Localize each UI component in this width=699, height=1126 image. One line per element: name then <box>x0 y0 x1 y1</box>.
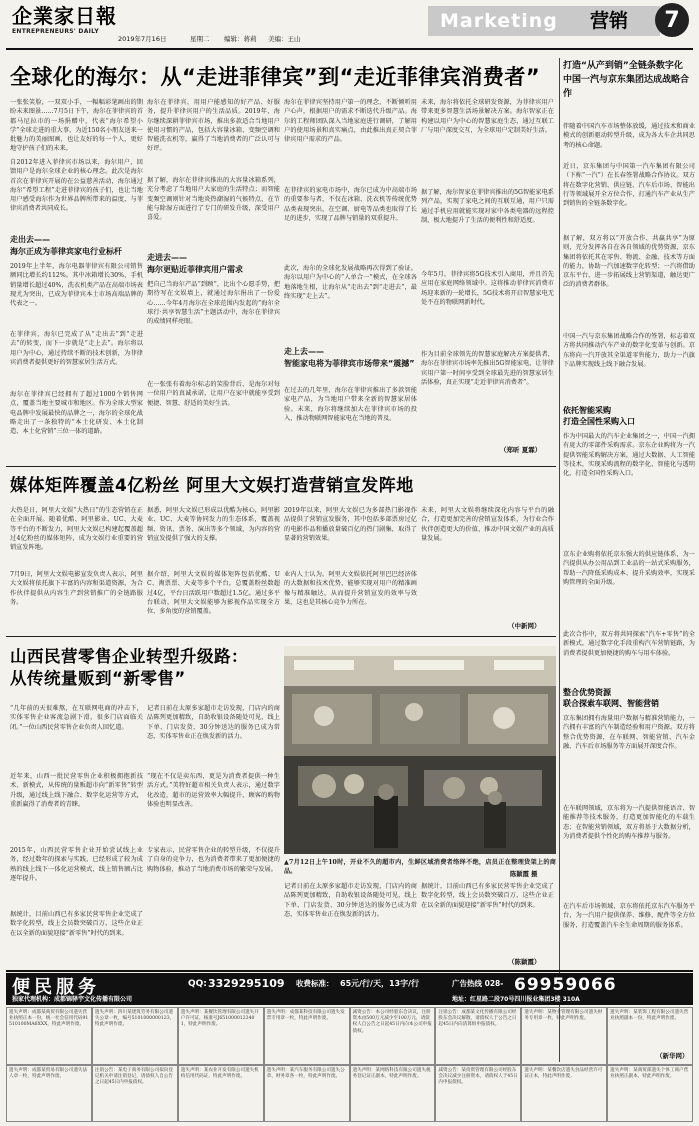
newspaper-logo-en: ENTREPRENEURS' DAILY <box>12 28 99 35</box>
lead-col2-para4: 在一张张有着海尔标志的笑脸背后，是海尔对每一位用户的真诚承诺，让用户在家中就能享受到便捷、智慧、舒适的美好生活。 <box>147 381 280 407</box>
retail-para1: “几年前的天很难熬，在互联网电商的冲击下，实体零售企业客流急剧下滑，很多门店面临关闭。”一位山西民营零售企业负责人回忆道。 <box>10 705 143 731</box>
classifieds-hotline: 69959066 <box>514 975 617 995</box>
retail-photo-column: 记者日前在太原多家超市走访发现，门店内的商品陈列更加精致，自助收银设备随处可见，线上下单、门店发货、30分钟送达的服务已成为常态，实体零售业正在焕发新的活力。 <box>284 883 417 918</box>
mid-para6: 业内人士认为，阿里大文娱依托阿里巴巴经济体的大数据和技术优势，能够实现对用户的精准画像与精准触达，从而提升营销宣发的效率与效果，这也是其核心竞争力所在。 <box>284 571 417 606</box>
retail-para6: 据统计，目前山西已有多家民营零售企业完成了数字化转型，线上会员数突破百万，这些企业正在以全新的面貌迎接“新零售”时代的到来。 <box>10 911 143 937</box>
retail-top-rule <box>6 636 556 637</box>
classified-ad: 遗失声明：某农业开发有限公司遗失机构信用代码证，特此声明作废。 <box>178 1065 264 1123</box>
classified-ad: 遗失声明：某餐饮管理有限公司遗失开户许可证，核准号J6510000123401，特此声明作废。 <box>178 1007 264 1065</box>
classified-ad: 遗失声明：某物业管理有限公司遗失财务专用章一枚，特此声明作废。 <box>521 1007 607 1065</box>
classifieds-top-rule <box>6 970 693 972</box>
classifieds-hotline-label: 广告热线 028- <box>452 979 504 988</box>
lead-col1-para4: 在菲律宾，海尔已完成了从“走出去”到“走进去”的转变，而下一步就是“走上去”。海尔将以用户为中心，通过持续不断的技术创新，为菲律宾消费者提供更好的智慧家居生活方式。 <box>10 331 143 366</box>
mid-para3: 据悉，阿里大文娱已形成以优酷为核心，阿里影业、UC、大麦等协同发力的生态体系，覆盖视频、资讯、票务、演出等多个领域，为内容的营销宣发提供了强大的支撑。 <box>147 507 280 542</box>
classifieds-agent: 独家代理机构：成都锦驿宇文化传播有限公司 <box>12 996 133 1003</box>
lead-subhead-2: 走进去—— 海尔更贴近菲律宾用户需求 <box>147 253 243 274</box>
lead-col4-para4: 作为目前全球领先的智慧家庭解决方案提供者，海尔在菲律宾市场率先推出5G智能家电，让菲律宾用户第一时间享受到全球最先进的智慧家居生活体验，真正实现“走近菲律宾消费者”。 <box>421 351 554 386</box>
sidebar-byline: （新华网） <box>656 1052 689 1060</box>
classifieds-address: 地址：红星路二段70号四川报业集团3楼 310A <box>452 996 580 1003</box>
sidebar-divider <box>559 58 560 1062</box>
classified-ad: 减资公告：某投资管理有限公司经股东会决议减少注册资本，请债权人于45日内申报债权。 <box>435 1065 521 1123</box>
section-title-cn: 营销 <box>590 10 629 32</box>
classified-ad: 注销公告：某电子商务有限公司拟向登记机关申请注销登记，请债权人自公告之日起45日内申报债权。 <box>92 1065 178 1123</box>
mid-para5: 2019年以来，阿里大文娱已为多部热门影视作品提供了营销宣发服务，其中包括多部票房过亿的电影作品和播放量破百亿的热门剧集，取得了显著的营销效果。 <box>284 507 417 542</box>
lead-col4-para2: 据了解，海尔智家在菲律宾推出的5G智能家电系列产品，实现了家电之间的互联互通，用户只需通过手机应用就能实现对家中各类电器的远程控制，极大地提升了生活的便利性和舒适度。 <box>421 189 554 224</box>
lead-col2-para2: 据了解，海尔在菲律宾推出的大容量冰箱系列，充分考虑了当地用户大家庭的生活特点；而智能变频空调则针对当地炎热潮湿的气候特点，在节能与除湿方面进行了专门的研发升级，深受用户喜爱。 <box>147 177 280 222</box>
lead-col2-para3: 把自己当海尔产品“到顾”，比出个心愿手势，把期待写在文娱墙上，就通过海尔捐出了一份爱心……今年4月海尔在全球范围内发起的“海尔全球行·共享智慧生活”主题活动中，海尔在菲律宾的成绩同样亮眼。 <box>147 281 280 326</box>
lead-col4-para3: 今年5月，菲律宾将5G技术引入商用，并且首先应用在家庭网络领域中。这将推动菲律宾消费市场迎来新的一轮增长，5G技术将开启智慧家电无处不在的物联网新时代。 <box>421 271 554 306</box>
lead-col4-para1: 未来，海尔将依托全球研发资源，为菲律宾用户带来更多智慧生活场景解决方案。海尔智家正在构建以用户为中心的智慧家庭生态，通过互联工厂与用户深度交互，为全球用户定制美好生活。 <box>421 99 554 134</box>
masthead <box>0 0 699 50</box>
page-number: 7 <box>664 8 680 33</box>
sidebar-para3: 据了解，双方将以“开放合作、共赢共享”为原则，充分发挥各自在各自领域的优势资源，京东集团将依托其在零售、物流、金融、技术等方面的能力，协助一汽加速数字化转型；一汽将借助京东平台，进一步拓展线上营销渠道，触达更广泛的消费者群体。 <box>563 235 695 289</box>
newspaper-logo: 企業家日報 <box>12 4 117 28</box>
sidebar-para6: 京东企业购将依托京东强大的供应链体系，为一汽提供从办公用品到工业品的一站式采购服务，帮助一汽降低采购成本、提升采购效率，实现采购管理的全面升级。 <box>563 551 695 586</box>
sidebar-subhead-2: 整合优势资源 联合探索车联网、智能营销 <box>563 688 659 708</box>
masthead-rule <box>6 48 693 50</box>
retail-para7: 专家表示，民营零售企业的转型升级，不仅提升了自身的竞争力，也为消费者带来了更加便捷的购物体验，推动了当地消费市场的繁荣与发展。 <box>147 847 280 873</box>
sidebar-subhead-1: 依托智能采购 打造全国性采购入口 <box>563 406 635 426</box>
mid-headline: 媒体矩阵覆盖4亿粉丝 阿里大文娱打造营销宣发阵地 <box>10 476 414 496</box>
lead-col1-para3: 2019年上半年，海尔电器菲律宾有限公司销售额同比增长约112%。其中冰箱增长30%，手机销量增长超过40%，洗衣机类产品在高端市场表现尤为突出，已成为菲律宾本土市场高端品牌的代表之一。 <box>10 263 143 308</box>
sidebar-para9: 在车联网领域，京东将为一汽提供智能语音、智能推荐等技术服务，打造更加智能化的车载生态；在智能营销领域，双方将基于大数据分析，为消费者提供个性化的购车推荐与服务。 <box>563 805 695 840</box>
retail-para5: 2015年，山西民营零售企业开始尝试线上业务，经过数年的探索与实践，已经形成了较为成熟的线上线下一体化运营模式，线上销售额占比逐年提升。 <box>10 847 143 882</box>
classified-ad: 减资公告：本公司经股东会决议，注册资本由500万元减少至100万元，请债权人自公告之日起45日内向本公司申报债权。 <box>350 1007 436 1065</box>
photo-caption: ▲7月12日上午10时，开业不久的超市内，生鲜区域消费者络绎不绝，店员正在整理货架上的商品。 <box>284 859 556 876</box>
lead-headline: 全球化的海尔：从“走进菲律宾”到“走近菲律宾消费者” <box>10 65 541 89</box>
sidebar-headline: 打造“从产到销”全链条数字化 中国一汽与京东集团达成战略合作 <box>563 61 690 99</box>
classified-ad: 遗失声明：某网络科技有限公司遗失税务登记证正副本，特此声明作废。 <box>350 1065 436 1123</box>
sidebar-para5: 作为中国最大的汽车企业集团之一，中国一汽拥有庞大的零部件采购需求。京东企业购将为一汽提供智能采购解决方案，通过大数据、人工智能等技术，实现采购流程的数字化、智能化与透明化，打造全国性采购入口。 <box>563 433 695 478</box>
retail-para2: 近年来，山西一批民营零售企业积极拥抱新技术、新模式，从传统的量贩超市向“新零售”转型升级，通过线上线下融合、数字化运营等方式，重新赢得了消费者的青睐。 <box>10 773 143 808</box>
sidebar-para10: 在汽车后市场领域，京东将依托京东汽车服务平台，为一汽用户提供保养、维修、配件等全方位服务，打造覆盖汽车全生命周期的服务体系。 <box>563 903 695 929</box>
classified-ad: 遗失声明：某商贸部遗失个体工商户营业执照正副本，特此声明作废。 <box>607 1065 693 1123</box>
classifieds-grid <box>6 1007 693 1122</box>
mid-para7: 未来，阿里大文娱将继续深化内容与平台的融合，打造更加完善的营销宣发体系，为行业合作伙伴创造更大的价值，推动中国文娱产业的高质量发展。 <box>421 507 554 542</box>
classified-ad: 遗失声明：某汽车服务有限公司遗失公章、财务章各一枚，特此声明作废。 <box>264 1065 350 1123</box>
classified-ad: 遗失声明：四川某建筑劳务有限公司遗失公章一枚，编号5101000000123，特此声明作废。 <box>92 1007 178 1065</box>
sidebar-para4: 中国一汽与京东集团战略合作的签署，标志着双方将共同推动汽车产业的数字化变革与创新。京东将向一汽开放其全渠道零售能力，助力一汽旗下品牌实现线上线下融合发展。 <box>563 333 695 368</box>
classified-ad: 遗失声明：成都某商贸有限公司遗失营业执照正本一份，统一社会信用代码91510100MA6XXX，特此声明作废。 <box>6 1007 92 1065</box>
lead-col2-para1: 海尔在菲律宾，用用户能感知的好产品、好服务，提升菲律宾用户的生活品质。2019年，海尔继续深耕菲律宾市场，推出多款适合当地用户使用习惯的产品，包括大容量冰箱、变频空调和智能洗衣机等，赢得了当地消费者的广泛认可与好评。 <box>147 99 280 153</box>
classified-ad: 遗失声明：某装饰工程有限公司遗失营业执照副本一份，特此声明作废。 <box>607 1007 693 1065</box>
retail-byline: （陈颖霞） <box>508 958 541 966</box>
lead-col1-para1: 一张张笑脸，一双双小手，一幅幅彩笔画出的期盼未来图景……7月5日下午，海尔在菲律宾的首都马尼拉市的一场捐赠中，代表“海尔希望小学”全球走进的重大事，为近150名小朋友送来一批魅力的美丽图画，也让友好的每一个人，更好地守护孩子们的未来。 <box>10 99 143 153</box>
supermarket-photo-art <box>284 646 556 854</box>
lead-col1-para2: 自2012年进入菲律宾市场以来，海尔用户，回馈用户是海尔全球企业的核心理念。此次是海尔首次在菲律宾开展的在公益慈善活动，海尔通过海尔“希望工程”走进菲律宾的孩子们，也让当地用户感受海尔作为世界品牌所带来的温度，与菲律宾消费者共同成长。 <box>10 159 143 213</box>
mid-byline: （中新网） <box>508 622 541 630</box>
lead-subhead-1: 走出去—— 海尔正成为菲律宾家电行业标杆 <box>10 235 122 256</box>
sidebar-para8: 京东集团拥有海量用户数据与精准营销能力，一汽拥有丰富的汽车制造经验和用户资源。双方将整合优势资源，在车联网、智能营销、汽车金融、汽车后市场服务等方面展开深度合作。 <box>563 715 695 750</box>
classified-ad: 遗失声明：某餐饮店遗失食品经营许可证正本，特此声明作废。 <box>521 1065 607 1123</box>
classifieds-qq-label: QQ: <box>188 979 207 989</box>
section-title-en: Marketing <box>440 10 558 32</box>
lead-col1-para5: 海尔在菲律宾已经拥有了超过1000个销售网点，覆盖当地主要城市和地区。作为全球大型家电品牌中发展最快的品牌之一，海尔的全球化战略走出了一条独特的“本土化研发、本土化制造、本土化营销”三位一体的道路。 <box>10 391 143 436</box>
retail-para4: “现在不仅是卖东西，更是为消费者提供一种生活方式。”美特好超市相关负责人表示，通过数字化改造，超市的运营效率大幅提升，顾客的购物体验也明显改善。 <box>147 773 280 808</box>
classifieds-fee: 65元/行/天，13字/行 <box>340 979 420 988</box>
lead-col3-para4: 在过去的几年里，海尔在菲律宾推出了多款智能家电产品，为当地用户带来全新的智慧家居体验。未来，海尔将继续加大在菲律宾市场的投入，推动物联网智能家电在当地的普及。 <box>284 387 417 422</box>
retail-headline: 山西民营零售企业转型升级路： 从传统量贩到“新零售” <box>10 647 248 689</box>
issue-date: 2019年7月16日 <box>118 35 167 43</box>
lead-col3-para1: 海尔在菲律宾坚持用户第一的理念，不断倾听用户心声，根据用户的需求不断迭代升级产品。海尔的工程师团队深入当地家庭进行调研，了解用户的使用场景和真实痛点，由此推出真正契合菲律宾用户需求的产品。 <box>284 99 417 144</box>
classified-ad: 遗失声明：成都某贸易有限公司遗失法人章一枚，特此声明作废。 <box>6 1065 92 1123</box>
classifieds-fee-label: 收费标准： <box>296 979 334 988</box>
classifieds-qq: 3329295109 <box>208 977 285 990</box>
mid-para4: 据介绍，阿里大文娱的媒体矩阵包括优酷、UC、淘票票、大麦等多个平台，总覆盖粉丝数超过4亿，平台日活跃用户数超过1.5亿。通过多平台联动，阿里大文娱能够为影视作品实现全方位、多角度的营销覆盖。 <box>147 571 280 616</box>
mid-para2: 7月9日，阿里大文娱电影宣发负责人表示，阿里大文娱将依托旗下丰富的内容和渠道资源，为合作伙伴提供从内容生产到营销推广的全链路服务。 <box>10 571 143 606</box>
lead-subhead-3: 走上去—— 智能家电将为菲律宾市场带来“震撼” <box>284 347 415 368</box>
sidebar-para1: 伴随着中国汽车市场整体放缓，通过技术和商业模式的创新驱动转型升级，成为各大车企共同思考的核心命题。 <box>563 123 695 149</box>
classified-ad: 遗失声明：成都某科技有限公司遗失发票专用章一枚，特此声明作废。 <box>264 1007 350 1065</box>
sidebar-para2: 近日，京东集团与中国第一汽车集团有限公司（下称“一汽”）在长春签署战略合作协议。双方将在数字化营销、供应链、汽车后市场、智能出行等领域展开全方位合作，打通汽车产业从生产到销售的全链条数字化。 <box>563 163 695 208</box>
mid-top-rule <box>6 466 556 467</box>
retail-para3: 记者日前在太原多家超市走访发现，门店内的商品陈列更加精致，自助收银设备随处可见，线上下单、门店发货、30分钟送达的服务已成为常态，实体零售业正在焕发新的活力。 <box>147 705 280 740</box>
supermarket-photo <box>284 646 556 854</box>
classified-ad: 注销公告：成都某文化传播有限公司经股东会决议解散，请债权人于公告之日起45日内向清算组申报债权。 <box>435 1007 521 1065</box>
editor-credit: 编辑：蒋莉 <box>224 35 257 43</box>
mid-para1: 大热是日，阿里大文娱“大热日”的生态营销在正在全面开展。随着优酷、阿里影业、UC、大麦等平台的不断发力，阿里大文娱已构建起覆盖超过4亿粉丝的媒体矩阵，成为文娱行业重要的营销宣发阵地。 <box>10 507 143 552</box>
lead-col3-para3: 此次，海尔的全球化发展战略再次得到了验证。海尔以用户为中心的“人单合一”模式，在全球各地落地生根，让海尔从“走出去”到“走进去”，最终实现“走上去”。 <box>284 265 417 300</box>
retail-photo-column-2: 据统计，目前山西已有多家民营零售企业完成了数字化转型，线上会员数突破百万，这些企业正在以全新的面貌迎接“新零售”时代的到来。 <box>421 883 554 909</box>
issue-weekday: 星期二 <box>190 35 210 43</box>
photo-credit: 陈颖霞 摄 <box>510 871 538 878</box>
lead-col3-para2: 在菲律宾的家电市场中，海尔已成为中高端市场的重要参与者，不仅在冰箱、洗衣机等传统优势品类表现突出，在空调、厨电等品类也取得了长足的进步，实现了品牌与销量的双重提升。 <box>284 187 417 222</box>
designer-credit: 美编：王山 <box>268 35 301 43</box>
lead-byline: （郑昕 夏霖） <box>500 446 542 454</box>
classifieds-title: 便民服务 <box>12 977 100 998</box>
sidebar-para7: 此次合作中，双方将共同探索“汽车+零售”的全新模式，通过数字化手段重构汽车营销链路，为消费者提供更加便捷的购车与用车体验。 <box>563 631 695 657</box>
